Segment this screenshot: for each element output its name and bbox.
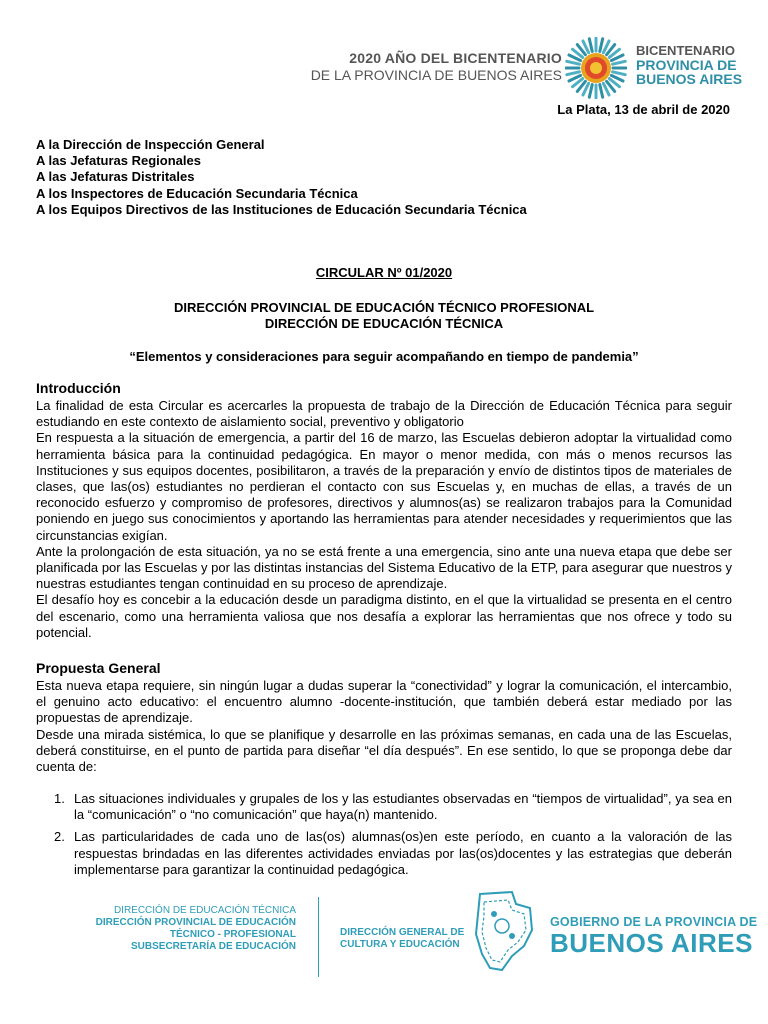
intro-paragraph: En respuesta a la situación de emergencia, a partir del 16 de marzo, las Escuelas debieron adoptar la virtualidad como herramienta básica para la continuidad pedagógica. En mayor o menor medida, con más o menos recursos las Instituciones y sus equipos docentes, posibilitaron, a través de la preparación y envío de distintos tipos de materiales de clases, que las(os) estudiantes no perdieran el contacto con sus Escuelas y, en muchas de ellas, a través de un reconocido esfuerzo y compromiso de profesores, directivos y alumnos(as) se realizaron trabajos para la Comunidad poniendo en juego sus conocimientos y aportando las herramientas para atender necesidades y requerimientos que las circunstancias exigían. (36, 430, 732, 543)
recipient-line: A las Jefaturas Distritales (36, 169, 195, 185)
list-item-text: Las particularidades de cada uno de las(os) alumnas(os)en este período, en cuanto a la valoración de las respuestas brindadas en las diferentes actividades enviadas por las(os)docentes y las estrategias que deberán implementarse para garantizar la continuidad pedagógica. (74, 829, 732, 877)
directorate-2: DIRECCIÓN DE EDUCACIÓN TÉCNICA (264, 316, 504, 331)
recipient-line: A los Equipos Directivos de las Instituciones de Educación Secundaria Técnica (36, 201, 527, 217)
list-item (36, 791, 732, 823)
bicentenario-banner (311, 50, 562, 83)
footer-line: TÉCNICO - PROFESIONAL (169, 929, 296, 940)
intro-body (36, 398, 732, 641)
footer-line: CULTURA Y EDUCACIÓN (340, 939, 460, 950)
letter-date: La Plata, 13 de abril de 2020 (557, 102, 730, 117)
recipient-line: A la Dirección de Inspección General (36, 137, 265, 152)
bicentenario-logo-text (636, 44, 742, 86)
proposal-list (36, 791, 732, 884)
banner-line-2: DE LA PROVINCIA DE BUENOS AIRES (310, 67, 562, 83)
footer-line: DIRECCIÓN DE EDUCACIÓN TÉCNICA (113, 905, 296, 916)
footer-line: DIRECCIÓN PROVINCIAL DE EDUCACIÓN (95, 917, 296, 928)
gob-line-1: GOBIERNO DE LA PROVINCIA DE (550, 915, 758, 929)
issuing-directorates (36, 300, 732, 332)
footer-divider (318, 897, 319, 977)
proposal-paragraph: Esta nueva etapa requiere, sin ningún lugar a dudas superar la “conectividad” y lograr la comunicación, el intercambio, el genuino acto educativo: el encuentro alumno -docente-institución, que también deberá estar mediado por las propuestas de aprendizaje. (36, 678, 732, 726)
list-item-number: 2. (54, 829, 65, 845)
footer-line: DIRECCIÓN GENERAL DE (340, 927, 465, 938)
logo-line-1: BICENTENARIO (636, 43, 735, 58)
logo-line-3: BUENOS AIRES (636, 71, 743, 87)
logo-line-2: PROVINCIA DE (636, 57, 737, 73)
banner-line-1: 2020 AÑO DEL BICENTENARIO (349, 50, 562, 66)
recipient-line: A los Inspectores de Educación Secundaria Técnica (36, 185, 358, 201)
circular-subject: “Elementos y consideraciones para seguir acompañando en tiempo de pandemia” (129, 349, 639, 364)
recipient-line: A las Jefaturas Regionales (36, 153, 201, 169)
bicentenario-sun-logo (565, 37, 627, 99)
circular-number: CIRCULAR Nº 01/2020 (315, 265, 453, 280)
footer-line: SUBSECRETARÍA DE EDUCACIÓN (130, 941, 296, 952)
gobierno-logo-text (550, 915, 757, 957)
intro-paragraph: La finalidad de esta Circular es acercarles la propuesta de trabajo de la Dirección de Educación Técnica para seguir estudiando en este contexto de aislamiento social, preventivo y obligatorio (36, 398, 732, 430)
proposal-body (36, 678, 732, 775)
proposal-heading: Propuesta General (36, 660, 161, 676)
recipients-block (36, 137, 527, 218)
list-item (36, 829, 732, 878)
list-item-number: 1. (54, 791, 65, 806)
footer-directorates (96, 905, 296, 953)
directorate-1: DIRECCIÓN PROVINCIAL DE EDUCACIÓN TÉCNICO PROFESIONAL (173, 300, 595, 315)
intro-paragraph: Ante la prolongación de esta situación, ya no se está frente a una emergencia, sino ante una nueva etapa que debe ser planificada por las Escuelas y por las distintas instancias del Sistema Educativo de la ETP, para asegurar que nuestros y nuestras estudiantes tengan continuidad en su proceso de aprendizaje. (36, 543, 732, 592)
province-map-icon (472, 890, 534, 974)
intro-heading: Introducción (36, 380, 121, 396)
intro-paragraph: El desafío hoy es concebir a la educación desde un paradigma distinto, en el que la virtualidad se presenta en el centro del escenario, como una herramienta valiosa que nos desafía a explorar las herramientas que nos ofrece y todo su potencial. (36, 592, 732, 640)
proposal-paragraph: Desde una mirada sistémica, lo que se planifique y desarrolle en las próximas semanas, en cada una de las Escuelas, deberá constituirse, en el punto de partida para diseñar “el día después”. En ese sentido, lo que se proponga debe dar cuenta de: (36, 726, 732, 775)
footer-dgcye (340, 927, 464, 951)
list-item-text: Las situaciones individuales y grupales de los y las estudiantes observadas en “tiempos de virtualidad”, ya sea en la “comunicación” o “no comunicación” que haya(n) mantenido. (74, 791, 732, 823)
gob-line-2: BUENOS AIRES (550, 928, 753, 958)
